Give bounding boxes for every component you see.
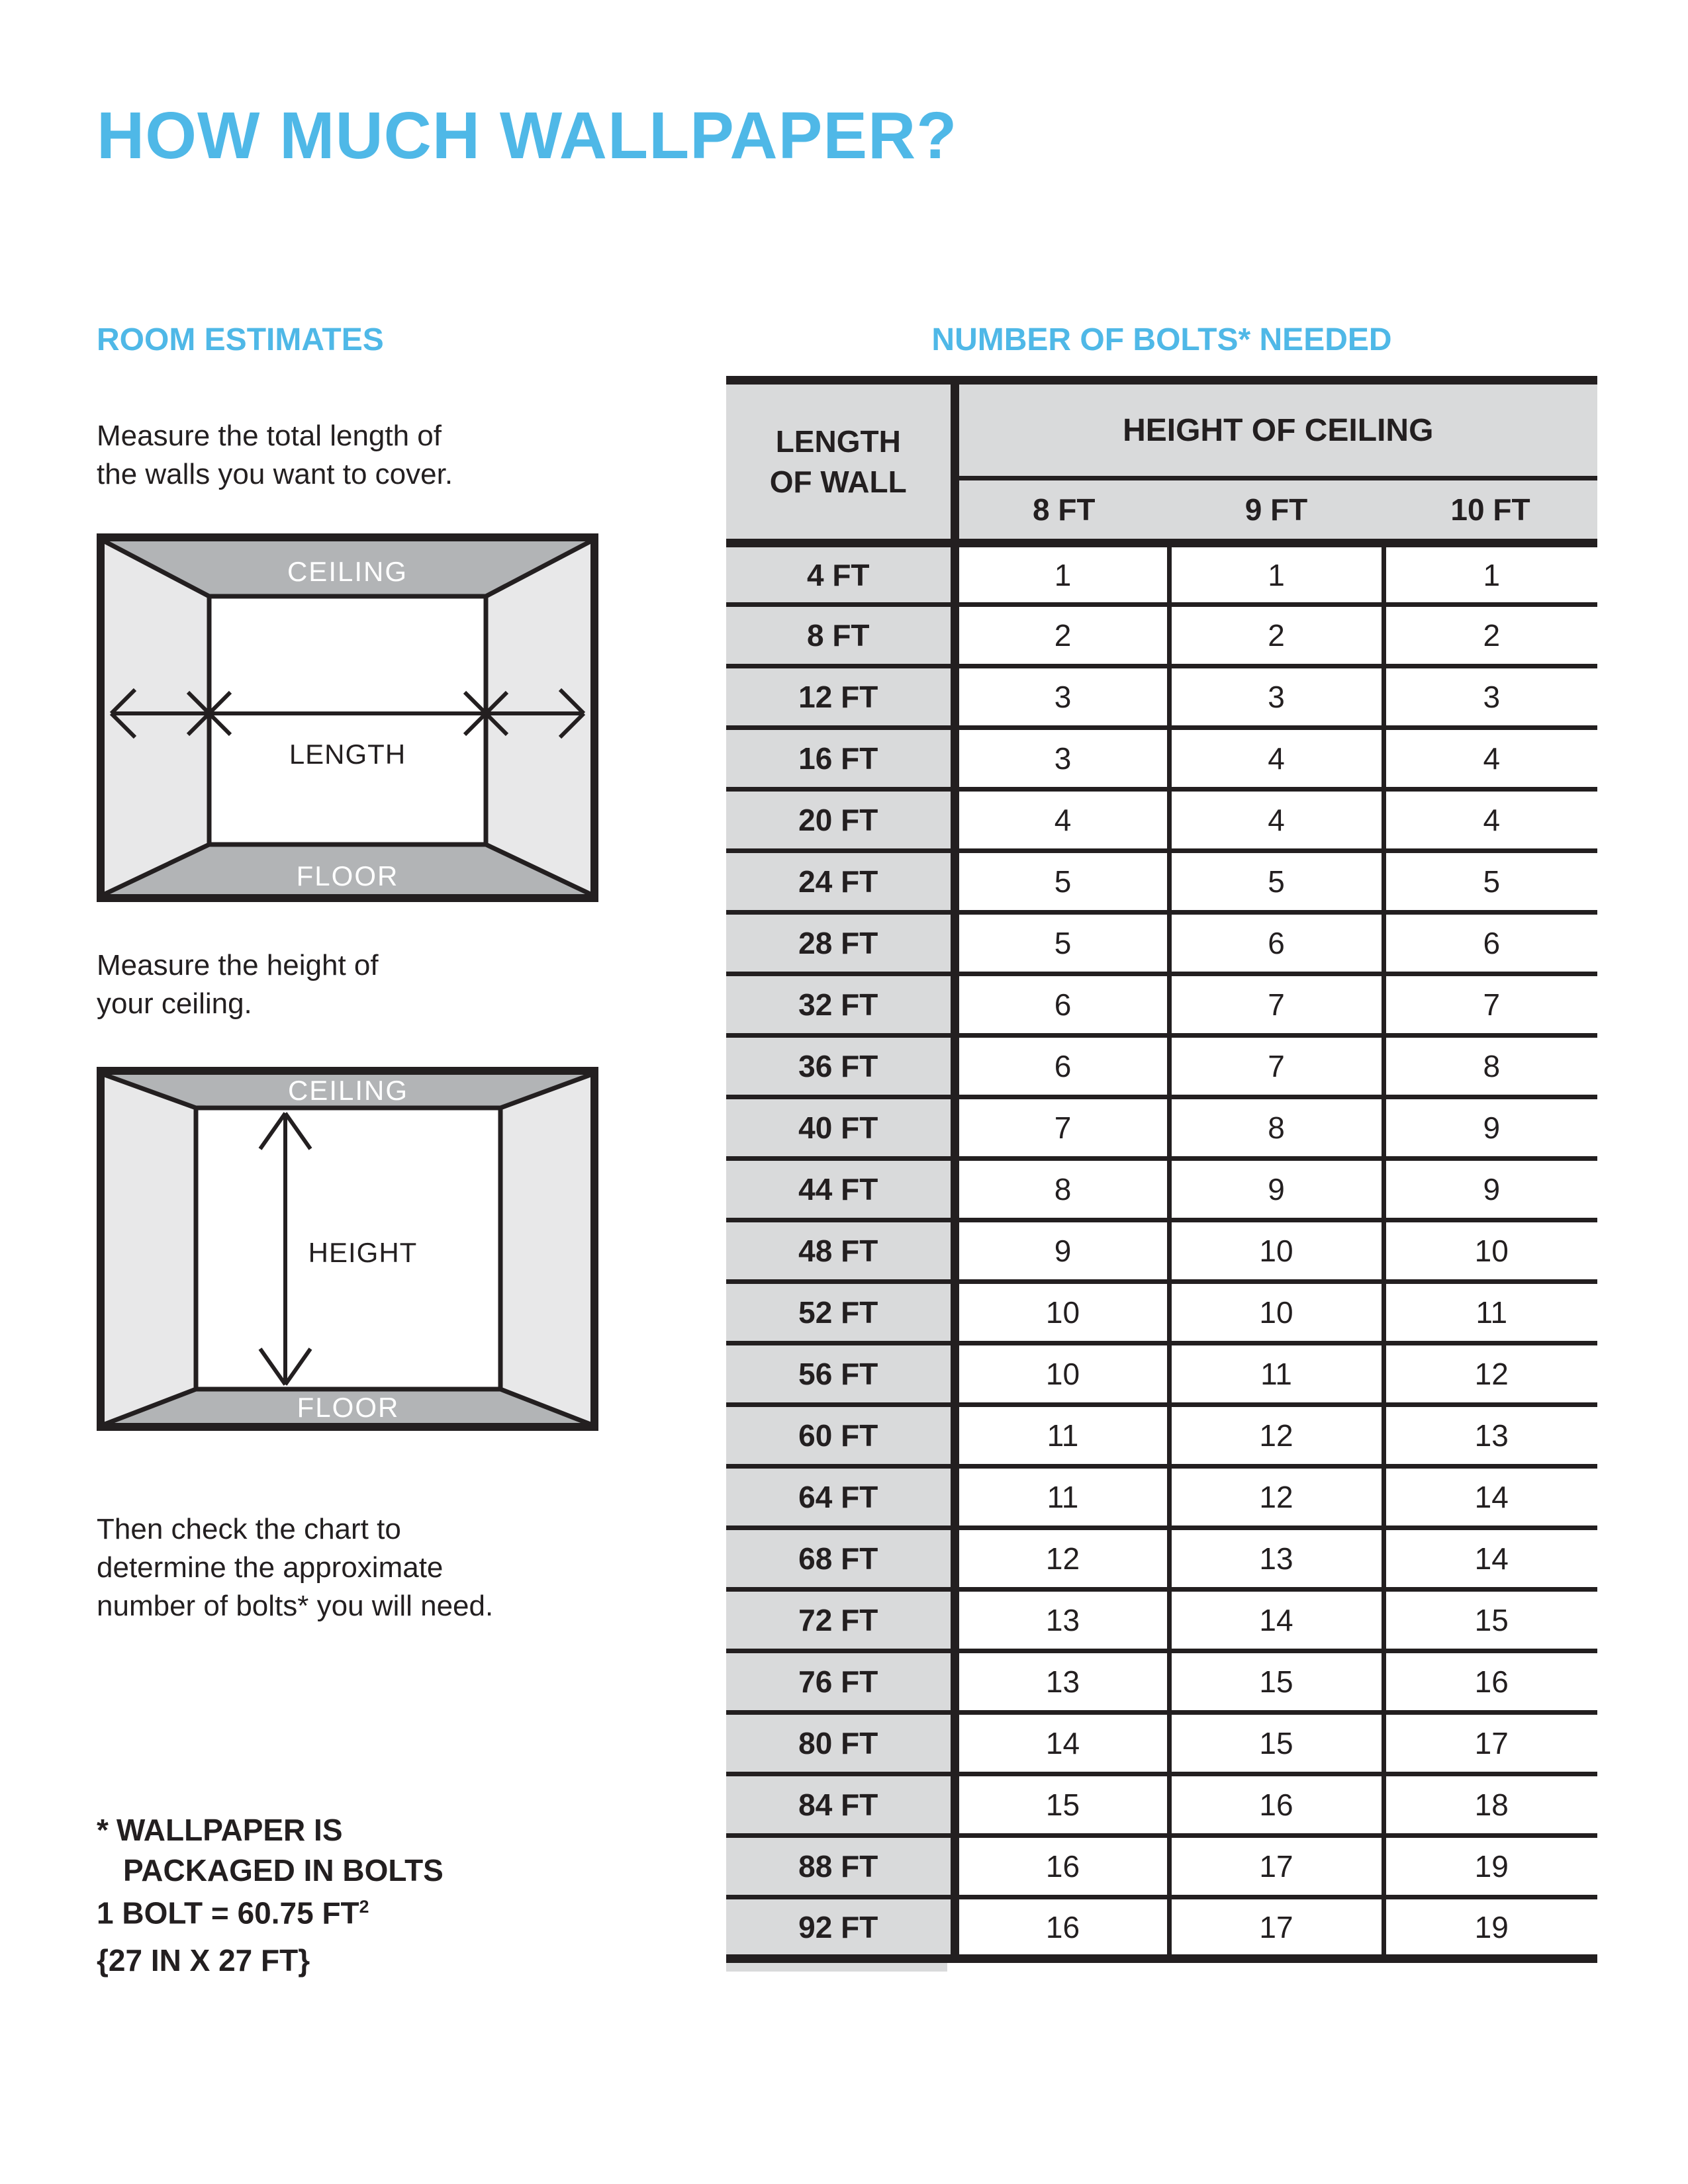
- bolt-count-cell: 8: [1383, 1036, 1597, 1097]
- bolt-count-cell: 6: [1383, 913, 1597, 974]
- floor-label: FLOOR: [296, 860, 399, 891]
- bolt-count-cell: 13: [955, 1590, 1169, 1651]
- bolt-equation-text: 1 BOLT = 60.75 FT: [97, 1895, 359, 1931]
- room-estimates-heading: ROOM ESTIMATES: [97, 322, 384, 357]
- paragraph-line: Measure the height of: [97, 949, 379, 981]
- table-row: [726, 666, 1597, 728]
- table-row: [726, 790, 1597, 851]
- bolt-count-cell: 11: [1169, 1343, 1383, 1405]
- wall-length-label: 92 FT: [726, 1897, 955, 1959]
- table-row: [726, 1467, 1597, 1528]
- paragraph-line: number of bolts* you will need.: [97, 1590, 494, 1622]
- bolt-count-cell: 12: [1169, 1405, 1383, 1467]
- bolt-count-cell: 9: [955, 1220, 1169, 1282]
- right-wall-face: [500, 1075, 590, 1424]
- wall-length-label: 12 FT: [726, 666, 955, 728]
- table-row: [726, 605, 1597, 666]
- bolt-count-cell: 6: [955, 974, 1169, 1036]
- table-row: [726, 1343, 1597, 1405]
- bolt-count-cell: 12: [955, 1528, 1169, 1590]
- wall-length-label: 76 FT: [726, 1651, 955, 1713]
- bolt-count-cell: 3: [955, 666, 1169, 728]
- paragraph-line: Then check the chart to: [97, 1513, 401, 1545]
- footnote-text: WALLPAPER IS: [116, 1813, 343, 1847]
- bolt-count-cell: 19: [1383, 1897, 1597, 1959]
- wall-length-label: 36 FT: [726, 1036, 955, 1097]
- left-wall-face: [105, 541, 209, 894]
- wall-length-label: 20 FT: [726, 790, 955, 851]
- bolt-count-cell: 3: [1383, 666, 1597, 728]
- table-row: [726, 1897, 1597, 1959]
- bolt-count-cell: 10: [955, 1282, 1169, 1343]
- ceiling-label: CEILING: [287, 556, 408, 587]
- squared-superscript: 2: [359, 1897, 369, 1917]
- bolt-count-cell: 7: [1169, 1036, 1383, 1097]
- wall-length-label: 64 FT: [726, 1467, 955, 1528]
- bolt-count-cell: 12: [1169, 1467, 1383, 1528]
- bolt-count-cell: 2: [955, 605, 1169, 666]
- bolt-count-cell: 8: [955, 1159, 1169, 1220]
- bolt-count-cell: 10: [1383, 1220, 1597, 1282]
- wall-length-label: 60 FT: [726, 1405, 955, 1467]
- bolt-count-cell: 3: [955, 728, 1169, 790]
- bolt-count-cell: 8: [1169, 1097, 1383, 1159]
- bolt-count-cell: 1: [1383, 543, 1597, 605]
- floor-label: FLOOR: [297, 1392, 400, 1423]
- bolt-count-cell: 2: [1383, 605, 1597, 666]
- bolt-count-cell: 4: [1383, 790, 1597, 851]
- height-label: HEIGHT: [308, 1237, 418, 1268]
- bolt-count-cell: 5: [1169, 851, 1383, 913]
- header-line: LENGTH: [775, 424, 901, 459]
- table-row: [726, 1220, 1597, 1282]
- paragraph-line: the walls you want to cover.: [97, 458, 453, 490]
- bolt-count-cell: 16: [955, 1836, 1169, 1897]
- bolt-count-cell: 6: [955, 1036, 1169, 1097]
- bolt-count-cell: 15: [1383, 1590, 1597, 1651]
- footnote-line: [97, 1810, 444, 1850]
- table-row: [726, 1159, 1597, 1220]
- bolt-count-cell: 17: [1169, 1836, 1383, 1897]
- bolt-count-cell: 11: [955, 1405, 1169, 1467]
- bolt-count-cell: 4: [1169, 790, 1383, 851]
- bolt-count-cell: 1: [1169, 543, 1383, 605]
- bolts-table: [726, 376, 1597, 1963]
- bolt-count-cell: 14: [955, 1713, 1169, 1774]
- bolt-size-info: [97, 1883, 369, 1984]
- bolt-count-cell: 5: [955, 913, 1169, 974]
- bolts-needed-heading: NUMBER OF BOLTS* NEEDED: [931, 322, 1392, 357]
- bolt-count-cell: 4: [1383, 728, 1597, 790]
- check-chart-paragraph: [97, 1510, 493, 1625]
- table-row: [726, 851, 1597, 913]
- ceiling-label: CEILING: [287, 1075, 409, 1106]
- footnote-line: PACKAGED IN BOLTS: [123, 1853, 444, 1888]
- bolt-dimensions-line: {27 IN X 27 FT}: [97, 1943, 310, 1978]
- bolt-count-cell: 5: [955, 851, 1169, 913]
- height-of-ceiling-header: HEIGHT OF CEILING: [955, 381, 1597, 478]
- bolt-count-cell: 15: [1169, 1713, 1383, 1774]
- table-row: [726, 1590, 1597, 1651]
- first-column-gray-tail: [726, 1963, 947, 1972]
- bolt-count-cell: 9: [1383, 1159, 1597, 1220]
- table-row: [726, 1836, 1597, 1897]
- bolts-table-container: [726, 376, 1597, 1972]
- bolt-count-cell: 7: [1169, 974, 1383, 1036]
- paragraph-line: your ceiling.: [97, 987, 252, 1020]
- wall-length-label: 24 FT: [726, 851, 955, 913]
- wall-length-label: 28 FT: [726, 913, 955, 974]
- bolt-count-cell: 12: [1383, 1343, 1597, 1405]
- bolts-table-header: [726, 381, 1597, 543]
- bolt-count-cell: 3: [1169, 666, 1383, 728]
- wall-length-label: 72 FT: [726, 1590, 955, 1651]
- bolt-count-cell: 2: [1169, 605, 1383, 666]
- bolt-count-cell: 15: [955, 1774, 1169, 1836]
- wall-length-label: 56 FT: [726, 1343, 955, 1405]
- bolt-count-cell: 11: [955, 1467, 1169, 1528]
- bolt-count-cell: 16: [1169, 1774, 1383, 1836]
- column-header-10ft: 10 FT: [1383, 478, 1597, 543]
- asterisk: *: [97, 1813, 109, 1847]
- bolt-count-cell: 13: [1169, 1528, 1383, 1590]
- bolt-count-cell: 4: [955, 790, 1169, 851]
- bolt-count-cell: 4: [1169, 728, 1383, 790]
- bolt-count-cell: 15: [1169, 1651, 1383, 1713]
- bolt-count-cell: 16: [1383, 1651, 1597, 1713]
- left-wall-face: [105, 1075, 196, 1424]
- table-row: [726, 728, 1597, 790]
- room-length-diagram: [97, 533, 598, 902]
- bolt-count-cell: 17: [1169, 1897, 1383, 1959]
- wall-length-label: 52 FT: [726, 1282, 955, 1343]
- length-label: LENGTH: [289, 739, 406, 770]
- bolt-count-cell: 7: [1383, 974, 1597, 1036]
- bolt-count-cell: 10: [1169, 1282, 1383, 1343]
- bolt-count-cell: 16: [955, 1897, 1169, 1959]
- length-of-wall-header: [726, 381, 955, 543]
- wall-length-label: 48 FT: [726, 1220, 955, 1282]
- measure-height-paragraph: [97, 946, 379, 1023]
- wall-length-label: 80 FT: [726, 1713, 955, 1774]
- table-row: [726, 1528, 1597, 1590]
- bolt-count-cell: 19: [1383, 1836, 1597, 1897]
- bolt-equation-line: [97, 1883, 369, 1936]
- table-row: [726, 1651, 1597, 1713]
- bolt-count-cell: 13: [1383, 1405, 1597, 1467]
- table-row: [726, 1405, 1597, 1467]
- bolt-count-cell: 14: [1383, 1528, 1597, 1590]
- right-wall-face: [486, 541, 590, 894]
- bolt-count-cell: 11: [1383, 1282, 1597, 1343]
- bolt-count-cell: 10: [1169, 1220, 1383, 1282]
- bolt-count-cell: 14: [1169, 1590, 1383, 1651]
- table-row: [726, 543, 1597, 605]
- bolt-count-cell: 10: [955, 1343, 1169, 1405]
- wall-length-label: 8 FT: [726, 605, 955, 666]
- wall-length-label: 44 FT: [726, 1159, 955, 1220]
- bolt-count-cell: 9: [1383, 1097, 1597, 1159]
- bolt-count-cell: 9: [1169, 1159, 1383, 1220]
- wall-length-label: 16 FT: [726, 728, 955, 790]
- measure-length-paragraph: [97, 417, 453, 494]
- column-header-8ft: 8 FT: [955, 478, 1169, 543]
- wall-length-label: 88 FT: [726, 1836, 955, 1897]
- bolt-count-cell: 18: [1383, 1774, 1597, 1836]
- bolt-count-cell: 17: [1383, 1713, 1597, 1774]
- wall-length-label: 4 FT: [726, 543, 955, 605]
- bolts-footnote: [97, 1810, 444, 1891]
- wall-length-label: 68 FT: [726, 1528, 955, 1590]
- bolt-count-cell: 6: [1169, 913, 1383, 974]
- room-height-diagram: [97, 1067, 598, 1431]
- bolt-count-cell: 1: [955, 543, 1169, 605]
- table-row: [726, 1097, 1597, 1159]
- table-row: [726, 1713, 1597, 1774]
- bolt-count-cell: 7: [955, 1097, 1169, 1159]
- table-row: [726, 974, 1597, 1036]
- bolt-count-cell: 14: [1383, 1467, 1597, 1528]
- header-line: OF WALL: [769, 464, 907, 499]
- column-header-9ft: 9 FT: [1169, 478, 1383, 543]
- bolt-count-cell: 5: [1383, 851, 1597, 913]
- page-title: HOW MUCH WALLPAPER?: [97, 99, 958, 173]
- wall-length-label: 84 FT: [726, 1774, 955, 1836]
- table-row: [726, 1282, 1597, 1343]
- bolts-table-body: [726, 543, 1597, 1959]
- table-row: [726, 1036, 1597, 1097]
- wall-length-label: 40 FT: [726, 1097, 955, 1159]
- table-row: [726, 913, 1597, 974]
- bolt-count-cell: 13: [955, 1651, 1169, 1713]
- wall-length-label: 32 FT: [726, 974, 955, 1036]
- paragraph-line: Measure the total length of: [97, 420, 442, 452]
- table-row: [726, 1774, 1597, 1836]
- room-walls: [101, 537, 594, 898]
- paragraph-line: determine the approximate: [97, 1551, 444, 1584]
- back-wall-face: [209, 596, 486, 844]
